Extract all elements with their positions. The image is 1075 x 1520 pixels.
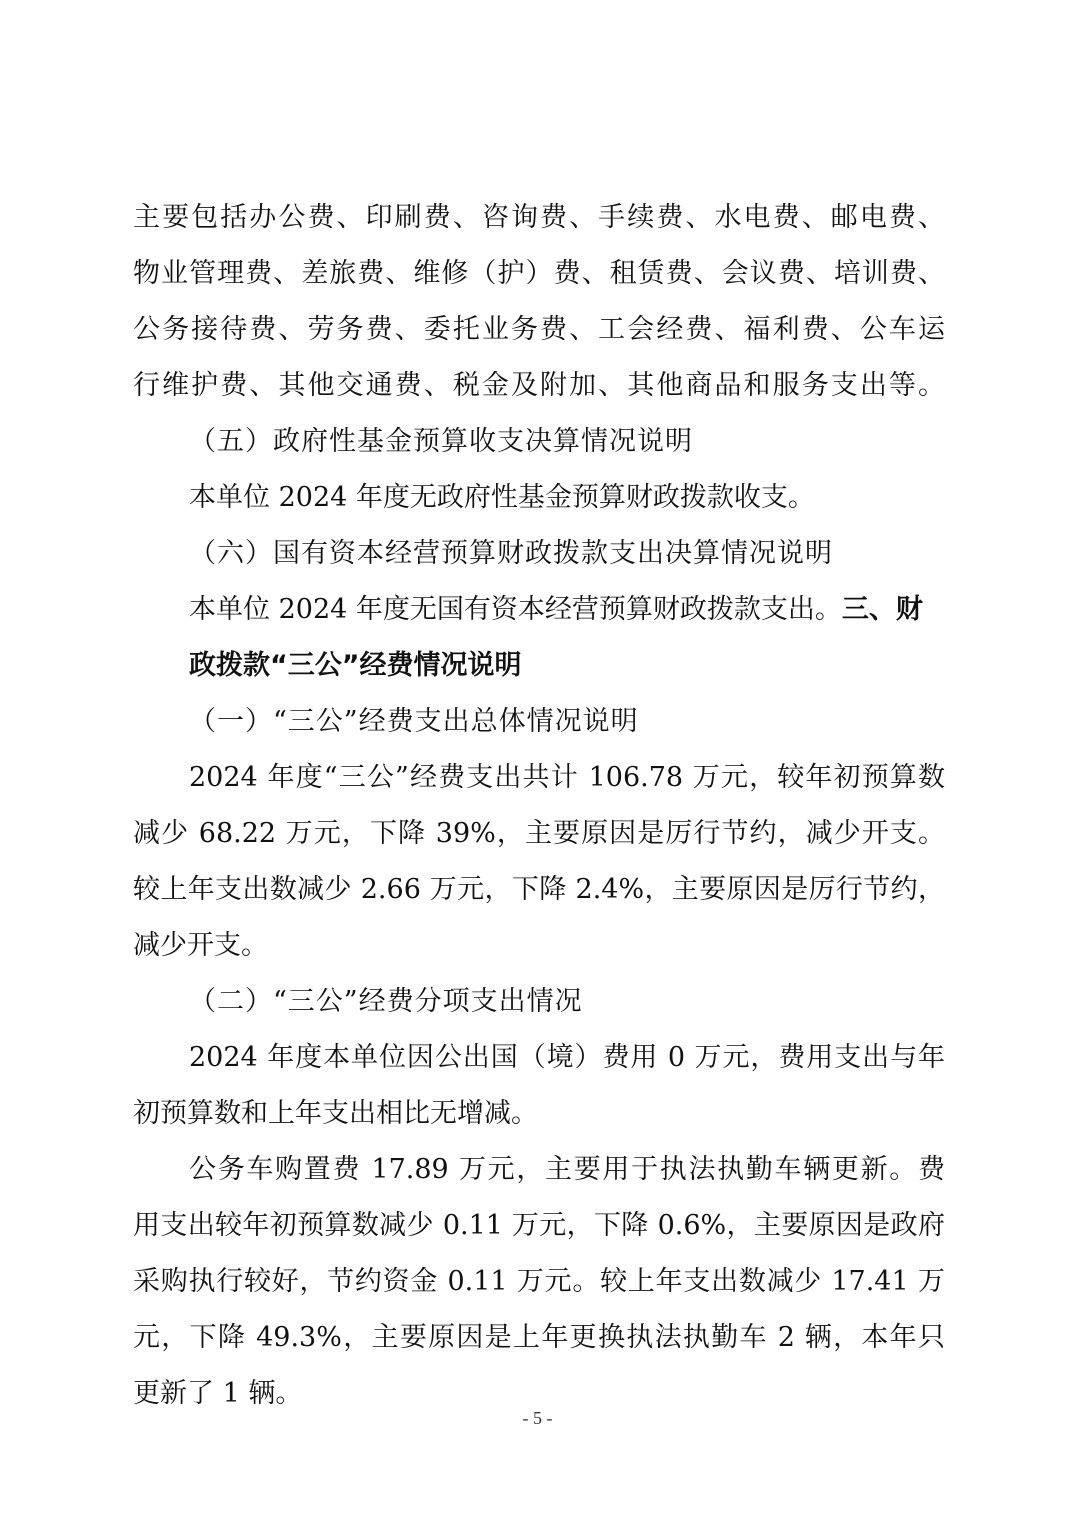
- paragraph-line: 较上年支出数减少 2.66 万元，下降 2.4%，主要原因是厉行节约，: [133, 874, 945, 905]
- paragraph-line: 减少开支。: [133, 930, 268, 961]
- paragraph-line: 采购执行较好，节约资金 0.11 万元。较上年支出数减少 17.41 万: [133, 1266, 945, 1297]
- paragraph-line: 本单位 2024 年度无政府性基金预算财政拨款收支。: [189, 482, 815, 513]
- page-number: - 5 -: [522, 1408, 553, 1428]
- paragraph-line: [133, 582, 945, 638]
- paragraph-line: 2024 年度“三公”经费支出共计 106.78 万元，较年初预算数: [189, 762, 945, 793]
- body-text: [133, 190, 945, 1422]
- section-heading-five: （五）政府性基金预算收支决算情况说明: [189, 426, 693, 457]
- paragraph-line: 元，下降 49.3%，主要原因是上年更换执法执勤车 2 辆，本年只: [133, 1322, 945, 1353]
- paragraph-line: 减少 68.22 万元，下降 39%，主要原因是厉行节约，减少开支。: [133, 818, 945, 849]
- paragraph-line: 更新了 1 辆。: [133, 1378, 303, 1409]
- section-heading-six: （六）国有资本经营预算财政拨款支出决算情况说明: [189, 538, 833, 569]
- paragraph-line: 用支出较年初预算数减少 0.11 万元，下降 0.6%，主要原因是政府: [133, 1210, 945, 1241]
- chapter-heading-part: 三、财: [841, 594, 923, 625]
- section-heading-two: （二）“三公”经费分项支出情况: [189, 986, 583, 1017]
- paragraph-line: 公务车购置费 17.89 万元，主要用于执法执勤车辆更新。费: [189, 1154, 945, 1185]
- paragraph-line: 行维护费、其他交通费、税金及附加、其他商品和服务支出等。: [133, 370, 945, 401]
- section-heading-one: （一）“三公”经费支出总体情况说明: [189, 706, 639, 737]
- paragraph-text: 本单位 2024 年度无国有资本经营预算财政拨款支出。: [189, 594, 842, 625]
- paragraph-line: 初预算数和上年支出相比无增减。: [133, 1098, 538, 1129]
- chapter-heading-three: 政拨款“三公”经费情况说明: [189, 650, 522, 681]
- paragraph-line: 主要包括办公费、印刷费、咨询费、手续费、水电费、邮电费、: [133, 202, 945, 233]
- paragraph-line: 物业管理费、差旅费、维修（护）费、租赁费、会议费、培训费、: [133, 258, 945, 289]
- paragraph-line: 公务接待费、劳务费、委托业务费、工会经费、福利费、公车运: [133, 314, 945, 345]
- paragraph-line: 2024 年度本单位因公出国（境）费用 0 万元，费用支出与年: [189, 1042, 945, 1073]
